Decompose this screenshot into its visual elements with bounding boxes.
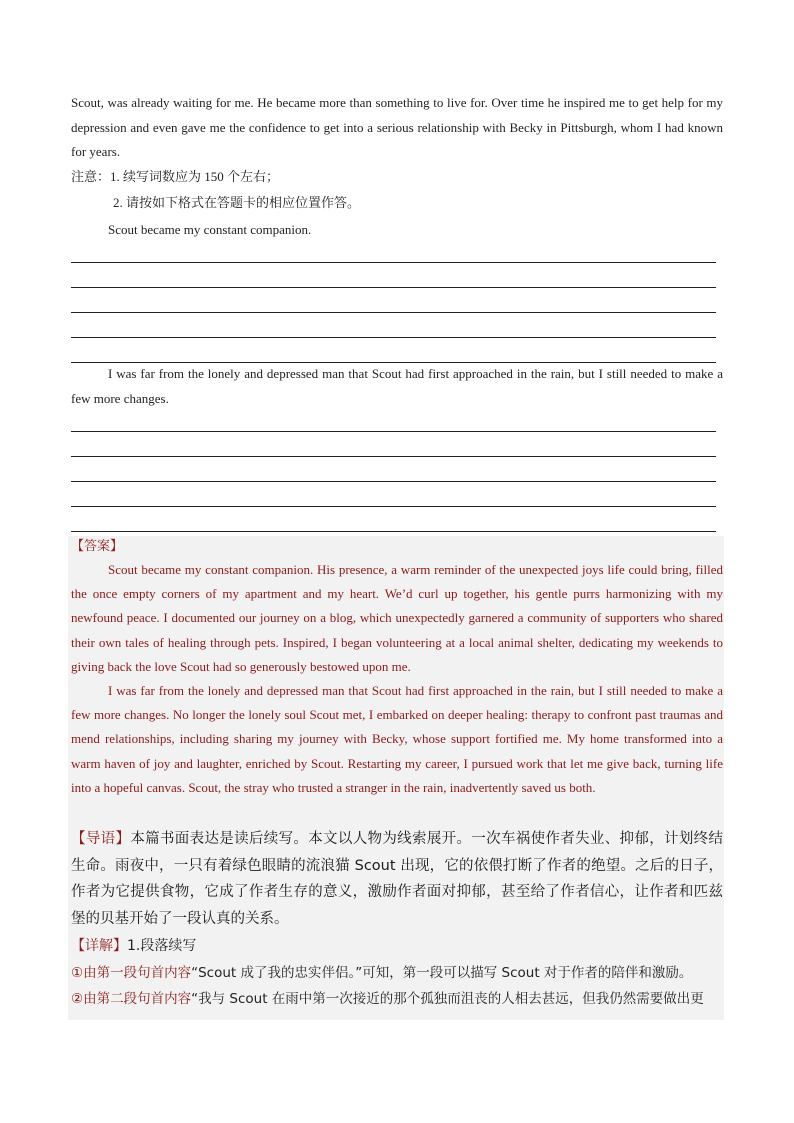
writing-line[interactable] [71, 407, 716, 432]
detail-item-2: ②由第二段句首内容“我与 Scout 在雨中第一次接近的那个孤独而沮丧的人相去甚远，但我仍然需要做出更 [71, 991, 704, 1007]
detail-section [71, 933, 723, 1013]
writing-line[interactable] [71, 482, 716, 507]
answer-section [71, 536, 723, 800]
prompt-1: Scout became my constant companion. [108, 222, 312, 237]
writing-line[interactable] [71, 457, 716, 482]
guide-section [71, 826, 723, 932]
detail-tag: 【详解】 [71, 938, 127, 954]
note-item-1: 注意：1. 续写词数应为 150 个左右； [71, 169, 280, 184]
answer-title: 【答案】 [71, 539, 124, 554]
notes-section [71, 164, 723, 216]
guide-tag: 【导语】 [71, 831, 131, 847]
writing-line[interactable] [71, 263, 716, 288]
intro-paragraph: Scout, was already waiting for me. He became more than something to live for. Over time he inspired me to get help for my depression and even gave me the confidence to get into a serious relationship with Becky in Pittsburgh, whom I had known for years. [71, 95, 723, 159]
writing-line[interactable] [71, 338, 716, 363]
writing-line[interactable] [71, 238, 716, 263]
guide-text: 【导语】本篇书面表达是读后续写。本文以人物为线索展开。一次车祸使作者失业、抑郁，计划终结生命。雨夜中，一只有着绿色眼睛的流浪猫 Scout 出现，它的依偎打断了作者的绝望。之后的日子，作者为它提供食物，它成了作者生存的意义，激励作者面对抑郁，甚至给了作者信心，让作者和匹兹堡的贝基开始了一段认真的关系。 [71, 831, 724, 927]
answer-paragraph-2: I was far from the lonely and depressed man that Scout had first approached in the rain, but I still needed to make a few more changes. No longer the lonely soul Scout met, I embarked on deeper healing: therapy to confront past traumas and mend relationships, including sharing my journey with Becky, whose support fortified me. My home transformed into a warm haven of joy and laughter, enriched by Scout. Restarting my career, I pursued work that let me give back, turning life into a hopeful canvas. Scout, the stray who trusted a stranger in the rain, inadvertently saved us both. [71, 683, 723, 795]
prompt-2: I was far from the lonely and depressed man that Scout had first approached in the rain, but I still needed to make a few more changes. [71, 366, 723, 406]
writing-line[interactable] [71, 432, 716, 457]
writing-line[interactable] [71, 313, 716, 338]
note-label: 注意： [71, 169, 111, 184]
note-item-2: 2. 请按如下格式在答题卡的相应位置作答。 [113, 195, 361, 210]
writing-lines-2 [71, 407, 723, 532]
detail-heading: 【详解】1.段落续写 [71, 938, 197, 954]
detail-item-1: ①由第一段句首内容“Scout 成了我的忠实伴侣。”可知，第一段可以描写 Scout 对于作者的陪伴和激励。 [71, 964, 693, 981]
writing-line[interactable] [71, 288, 716, 313]
answer-paragraph-1: Scout became my constant companion. His presence, a warm reminder of the unexpected joys life could bring, filled the once empty corners of my apartment and my heart. We’d curl up together, his gentle purrs harmonizing with my newfound peace. I documented our journey on a blog, which unexpectedly garnered a community of supporters who shared their own tales of healing through pets. Inspired, I began volunteering at a local animal shelter, dedicating my weekends to giving back the love Scout had so generously bestowed upon me. [71, 562, 723, 674]
writing-line[interactable] [71, 507, 716, 532]
writing-lines-1 [71, 238, 723, 363]
